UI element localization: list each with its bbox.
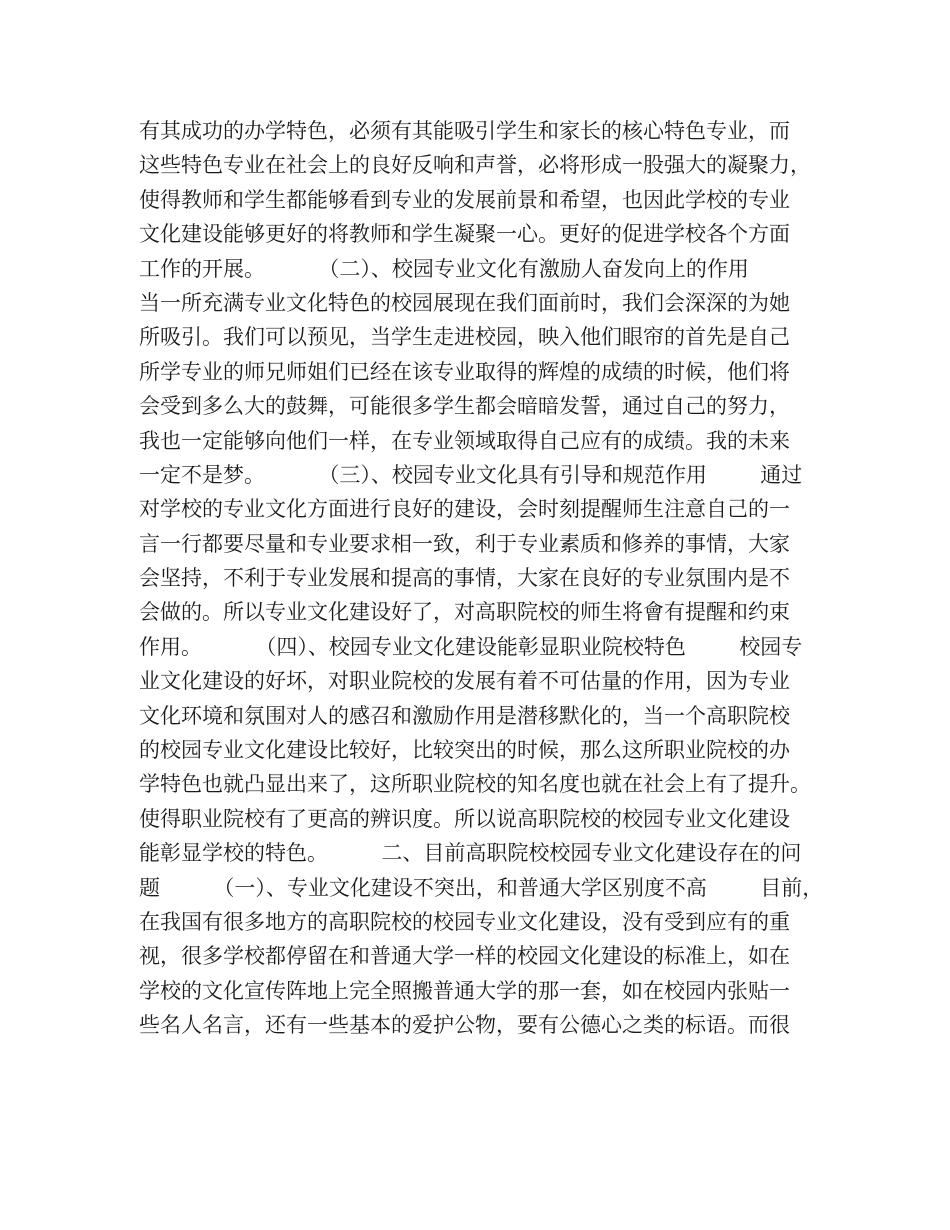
text-line: 题 （一）、专业文化建设不突出，和普通大学区别度不高 目前， (139, 875, 824, 900)
text-line: 些名人名言，还有一些基本的爱护公物，要有公德心之类的标语。而很 (139, 1013, 790, 1038)
text-line: 一定不是梦。 （三）、校园专业文化具有引导和规范作用 通过 (139, 462, 803, 487)
text-line: 会坚持，不利于专业发展和提高的事情，大家在良好的专业氛围内是不 (139, 566, 790, 591)
text-line: 学校的文化宣传阵地上完全照搬普通大学的那一套，如在校园内张贴一 (139, 978, 790, 1003)
text-line: 对学校的专业文化方面进行良好的建设，会时刻提醒师生注意自己的一 (139, 497, 790, 522)
text-line: 这些特色专业在社会上的良好反响和声誉，必将形成一股强大的凝聚力， (139, 153, 811, 178)
text-line: 的校园专业文化建设比较好，比较突出的时候，那么这所职业院校的办 (139, 738, 790, 763)
text-line: 文化环境和氛围对人的感召和激励作用是潜移默化的，当一个高职院校 (139, 703, 790, 728)
text-line: 能彰显学校的特色。 二、目前高职院校校园专业文化建设存在的问 (139, 841, 802, 866)
text-line: 业文化建设的好坏，对职业院校的发展有着不可估量的作用，因为专业 (139, 669, 790, 694)
text-line: 学特色也就凸显出来了，这所职业院校的知名度也就在社会上有了提升。 (139, 772, 811, 797)
text-line: 会做的。所以专业文化建设好了，对高职院校的师生将會有提醒和约束 (139, 600, 790, 625)
text-line: 我也一定能够向他们一样，在专业领域取得自己应有的成绩。我的未来 (139, 428, 790, 453)
text-line: 使得教师和学生都能够看到专业的发展前景和希望，也因此学校的专业 (139, 187, 790, 212)
text-line: 工作的开展。 （二）、校园专业文化有激励人奋发向上的作用 (139, 256, 749, 281)
text-line: 所学专业的师兄师姐们已经在该专业取得的辉煌的成绩的时候，他们将 (139, 359, 790, 384)
body-text (139, 114, 829, 1043)
text-line: 在我国有很多地方的高职院校的校园专业文化建设，没有受到应有的重 (139, 909, 790, 934)
text-line: 会受到多么大的鼓舞，可能很多学生都会暗暗发誓，通过自己的努力， (139, 394, 790, 419)
text-line: 视，很多学校都停留在和普通大学一样的校园文化建设的标准上，如在 (139, 944, 790, 969)
text-line: 文化建设能够更好的将教师和学生凝聚一心。更好的促进学校各个方面 (139, 222, 790, 247)
text-line: 所吸引。我们可以预见，当学生走进校园，映入他们眼帘的首先是自己 (139, 325, 790, 350)
text-line: 有其成功的办学特色，必须有其能吸引学生和家长的核心特色专业，而 (139, 119, 790, 143)
text-line: 作用。 （四）、校园专业文化建设能彰显职业院校特色 校园专 (139, 634, 803, 659)
text-line: 当一所充满专业文化特色的校园展现在我们面前时，我们会深深的为她 (139, 290, 790, 315)
text-line: 言一行都要尽量和专业要求相一致，利于专业素质和修养的事情，大家 (139, 531, 790, 556)
text-line: 使得职业院校有了更高的辨识度。所以说高职院校的校园专业文化建设 (139, 806, 790, 831)
